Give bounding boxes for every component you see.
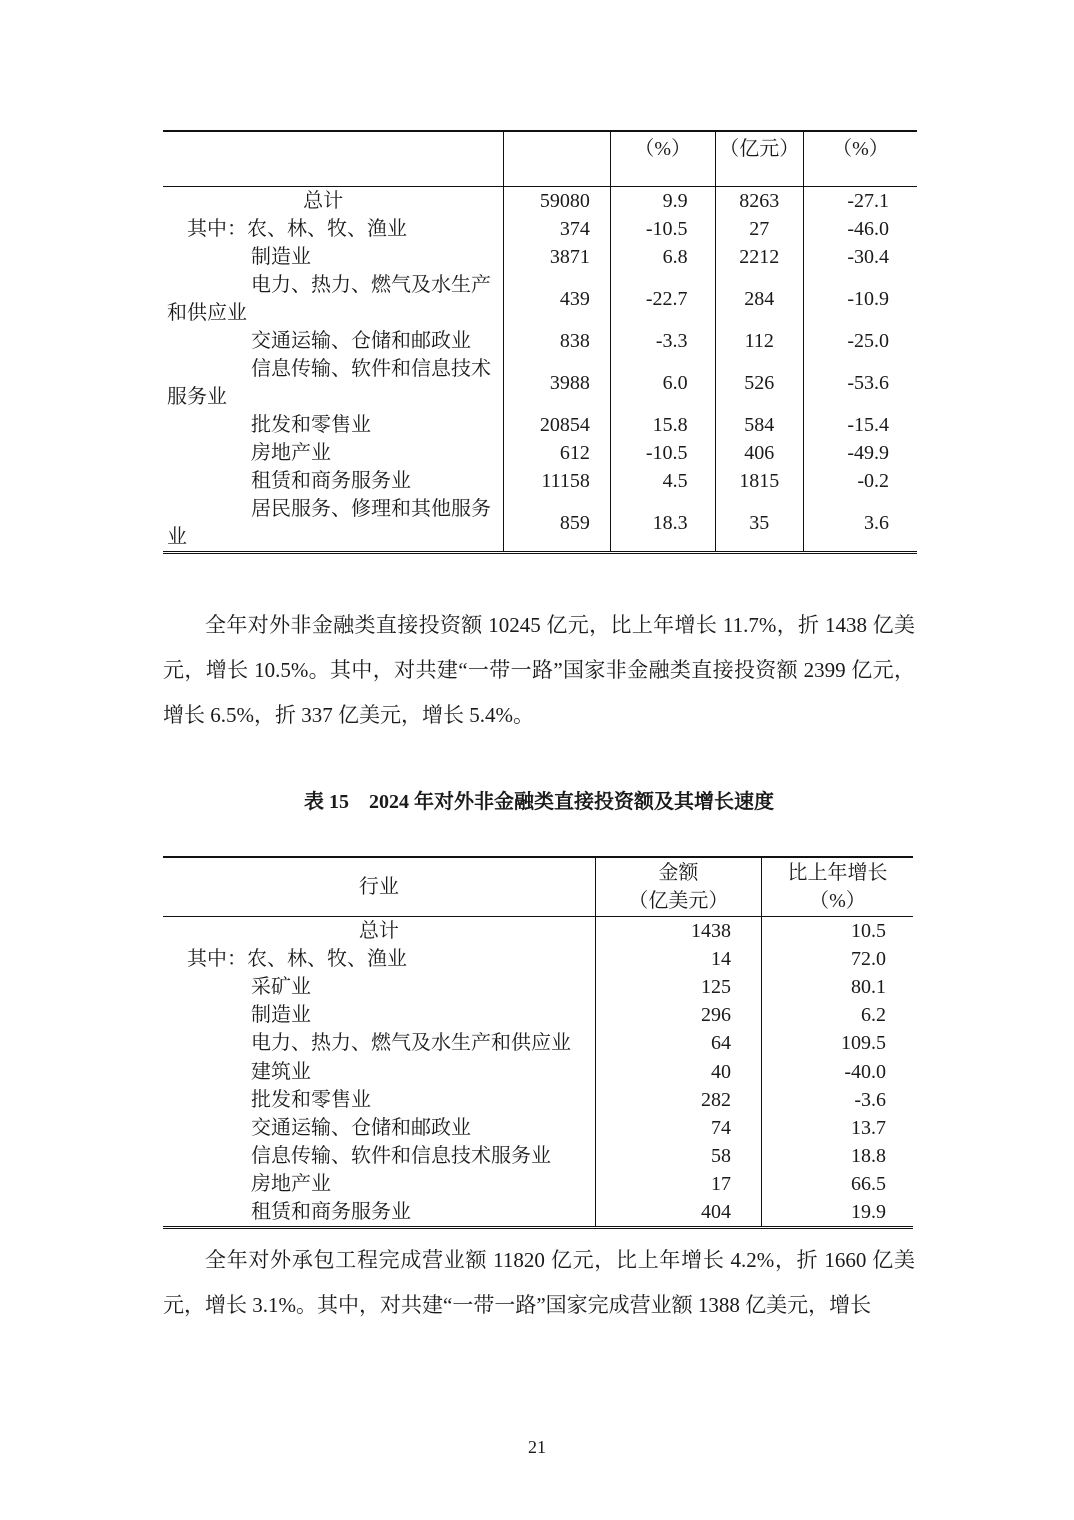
table1-header-unit-percent: （%） <box>803 131 917 187</box>
amount-cell: 404 <box>595 1198 761 1228</box>
industry-label-line1: 居民服务、修理和其他服务 <box>251 498 491 520</box>
table-row <box>163 973 913 1001</box>
table1-header-cell <box>163 131 504 187</box>
table-row <box>163 917 913 946</box>
paragraph-contracted-projects: 全年对外承包工程完成营业额 11820 亿元，比上年增长 4.2%，折 1660 亿美元，增长 3.1%。其中，对共建“一带一路”国家完成营业额 1388 亿美元，增长 <box>163 1248 915 1317</box>
table1-header-unit-yuan: （亿元） <box>715 131 803 187</box>
value-cell-v2: 9.9 <box>610 187 715 216</box>
industry-label: 总计 <box>358 920 399 943</box>
amount-cell: 74 <box>595 1114 761 1142</box>
amount-cell: 58 <box>595 1142 761 1170</box>
industry-label: 其中：农、林、牧、渔业 <box>187 948 407 971</box>
growth-cell: 66.5 <box>761 1170 913 1198</box>
value-cell-v3: 2212 <box>715 243 803 271</box>
growth-cell: -3.6 <box>761 1086 913 1114</box>
industry-label-line1: 电力、热力、燃气及水生产 <box>251 274 491 296</box>
industry-label-line2: 业 <box>167 526 187 548</box>
value-cell-v4: -0.2 <box>803 467 917 495</box>
table-row <box>163 1142 913 1170</box>
table2-caption: 表 15 2024 年对外非金融类直接投资额及其增长速度 <box>304 791 774 813</box>
table2-header-growth-title: 比上年增长 <box>787 862 888 884</box>
industry-label: 制造业 <box>251 246 311 268</box>
value-cell-v4: -25.0 <box>803 327 917 355</box>
industry-label <box>163 495 504 553</box>
value-cell-v4: -30.4 <box>803 243 917 271</box>
table2-header-amount-title: 金额 <box>658 862 699 884</box>
value-cell-v1: 3871 <box>504 243 611 271</box>
industry-label: 交通运输、仓储和邮政业 <box>251 1116 471 1139</box>
table-row <box>163 1001 913 1029</box>
value-cell-v1: 612 <box>504 439 611 467</box>
industry-label: 租赁和商务服务业 <box>251 1200 411 1223</box>
table-row <box>163 945 913 973</box>
value-cell-v3: 27 <box>715 215 803 243</box>
industry-label <box>163 355 504 411</box>
value-cell-v2: 6.0 <box>610 355 715 411</box>
value-cell-v3: 584 <box>715 411 803 439</box>
table-row <box>163 495 917 553</box>
value-cell-v1: 3988 <box>504 355 611 411</box>
table-row <box>163 243 917 271</box>
value-cell-v1: 11158 <box>504 467 611 495</box>
value-cell-v2: -22.7 <box>610 271 715 327</box>
value-cell-v3: 112 <box>715 327 803 355</box>
industry-label: 其中：农、林、牧、渔业 <box>187 218 407 240</box>
value-cell-v3: 8263 <box>715 187 803 216</box>
industry-label: 房地产业 <box>251 1172 331 1195</box>
industry-label: 房地产业 <box>251 442 331 464</box>
table-row <box>163 1057 913 1085</box>
table2-header <box>163 857 913 917</box>
amount-cell: 17 <box>595 1170 761 1198</box>
industry-label: 总计 <box>303 190 344 212</box>
value-cell-v2: 15.8 <box>610 411 715 439</box>
industry-label: 租赁和商务服务业 <box>251 470 411 492</box>
growth-cell: -40.0 <box>761 1057 913 1085</box>
table2-header-growth-unit: （%） <box>809 890 866 912</box>
table-row <box>163 467 917 495</box>
industry-label-line1: 信息传输、软件和信息技术 <box>251 358 491 380</box>
table-row <box>163 439 917 467</box>
table-row <box>163 327 917 355</box>
value-cell-v4: -46.0 <box>803 215 917 243</box>
value-cell-v4: -53.6 <box>803 355 917 411</box>
industry-label: 采矿业 <box>251 976 311 999</box>
value-cell-v3: 1815 <box>715 467 803 495</box>
industry-label <box>163 271 504 327</box>
value-cell-v4: -27.1 <box>803 187 917 216</box>
value-cell-v2: 6.8 <box>610 243 715 271</box>
industry-label: 电力、热力、燃气及水生产和供应业 <box>251 1032 571 1055</box>
value-cell-v1: 838 <box>504 327 611 355</box>
growth-cell: 72.0 <box>761 945 913 973</box>
table2-header-industry: 行业 <box>163 857 595 917</box>
table-row <box>163 1198 913 1228</box>
table-row <box>163 187 917 216</box>
growth-cell: 109.5 <box>761 1029 913 1057</box>
growth-cell: 10.5 <box>761 917 913 946</box>
growth-cell: 13.7 <box>761 1114 913 1142</box>
table-row <box>163 1114 913 1142</box>
table-row <box>163 1086 913 1114</box>
table-row <box>163 1029 913 1057</box>
table1-header-units <box>163 131 917 187</box>
value-cell-v3: 35 <box>715 495 803 553</box>
value-cell-v4: 3.6 <box>803 495 917 553</box>
value-cell-v1: 439 <box>504 271 611 327</box>
value-cell-v1: 59080 <box>504 187 611 216</box>
industry-label: 信息传输、软件和信息技术服务业 <box>251 1144 551 1167</box>
value-cell-v4: -49.9 <box>803 439 917 467</box>
value-cell-v2: -10.5 <box>610 215 715 243</box>
table-row <box>163 215 917 243</box>
amount-cell: 296 <box>595 1001 761 1029</box>
page-number: 21 <box>528 1437 546 1457</box>
amount-cell: 40 <box>595 1057 761 1085</box>
table-row <box>163 355 917 411</box>
industry-label: 批发和零售业 <box>251 414 371 436</box>
table1-header-unit-percent: （%） <box>610 131 715 187</box>
amount-cell: 282 <box>595 1086 761 1114</box>
growth-cell: 80.1 <box>761 973 913 1001</box>
industry-table-continued <box>163 130 917 554</box>
table2-header-growth <box>761 857 913 917</box>
outbound-investment-table <box>163 856 913 1229</box>
value-cell-v1: 859 <box>504 495 611 553</box>
value-cell-v3: 526 <box>715 355 803 411</box>
value-cell-v3: 284 <box>715 271 803 327</box>
table-row <box>163 411 917 439</box>
paragraph-outbound-investment: 全年对外非金融类直接投资额 10245 亿元，比上年增长 11.7%，折 1438 亿美元，增长 10.5%。其中，对共建“一带一路”国家非金融类直接投资额 2399 亿元，增长 6.5%，折 337 亿美元，增长 5.4%。 <box>163 613 915 727</box>
value-cell-v4: -10.9 <box>803 271 917 327</box>
industry-label: 批发和零售业 <box>251 1088 371 1111</box>
value-cell-v2: -3.3 <box>610 327 715 355</box>
amount-cell: 125 <box>595 973 761 1001</box>
table2-header-amount-unit: （亿美元） <box>628 890 729 912</box>
table2-header-amount <box>595 857 761 917</box>
amount-cell: 64 <box>595 1029 761 1057</box>
value-cell-v2: 4.5 <box>610 467 715 495</box>
industry-label-line2: 和供应业 <box>167 302 247 324</box>
value-cell-v3: 406 <box>715 439 803 467</box>
growth-cell: 6.2 <box>761 1001 913 1029</box>
table1-header-cell <box>504 131 611 187</box>
table-row <box>163 1170 913 1198</box>
amount-cell: 14 <box>595 945 761 973</box>
growth-cell: 18.8 <box>761 1142 913 1170</box>
amount-cell: 1438 <box>595 917 761 946</box>
industry-label: 交通运输、仓储和邮政业 <box>251 330 471 352</box>
value-cell-v1: 20854 <box>504 411 611 439</box>
value-cell-v1: 374 <box>504 215 611 243</box>
value-cell-v2: 18.3 <box>610 495 715 553</box>
value-cell-v4: -15.4 <box>803 411 917 439</box>
value-cell-v2: -10.5 <box>610 439 715 467</box>
industry-label-line2: 服务业 <box>167 386 227 408</box>
table-row <box>163 271 917 327</box>
industry-label: 建筑业 <box>251 1060 311 1083</box>
industry-label: 制造业 <box>251 1004 311 1027</box>
growth-cell: 19.9 <box>761 1198 913 1228</box>
